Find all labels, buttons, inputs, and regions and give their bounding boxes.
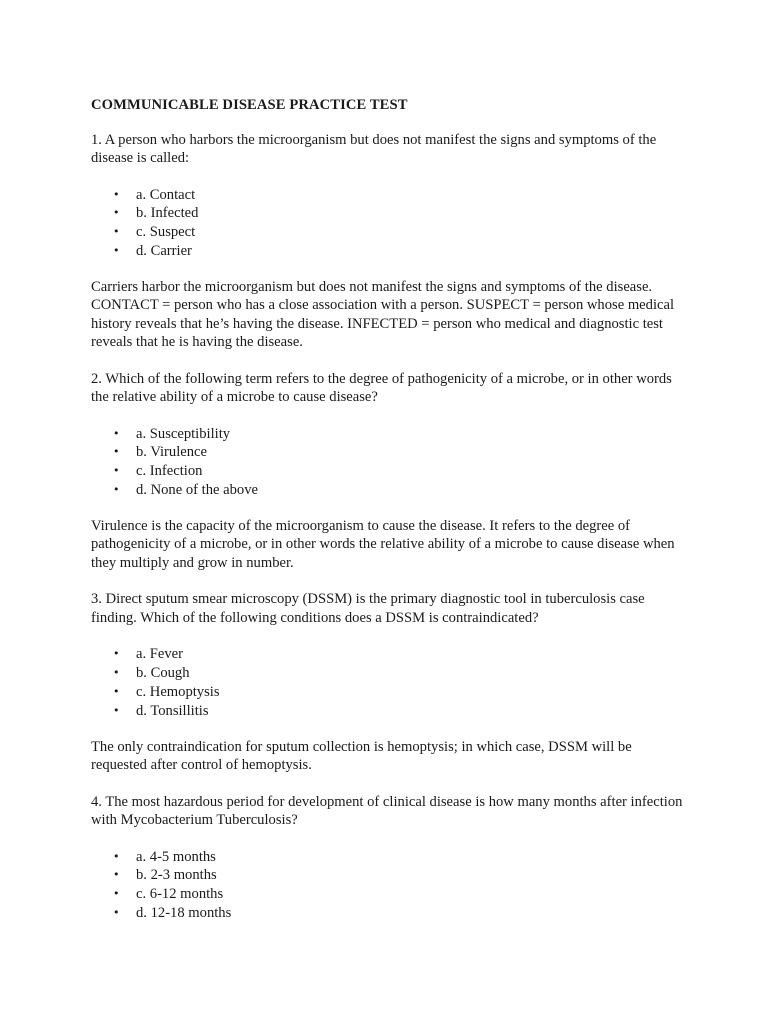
bullet-icon: •: [113, 849, 120, 863]
choice-label: a. Susceptibility: [136, 425, 231, 442]
bullet-icon: •: [113, 868, 120, 882]
bullet-icon: •: [113, 464, 120, 478]
choice-item: [91, 683, 691, 702]
question-prompt: 4. The most hazardous period for development of clinical disease is how many months after infection with Mycobacterium Tuberculosis?: [91, 793, 683, 829]
choice-label: d. Carrier: [136, 242, 192, 259]
choice-label: a. Contact: [136, 186, 196, 203]
choice-item: [91, 242, 691, 261]
bullet-icon: •: [113, 684, 120, 698]
choice-item: [91, 885, 691, 904]
bullet-icon: •: [113, 905, 120, 919]
choice-label: a. 4-5 months: [136, 848, 216, 865]
choice-label: d. None of the above: [136, 482, 258, 499]
question-2: [91, 370, 691, 573]
bullet-icon: •: [113, 483, 120, 497]
choice-label: c. Hemoptysis: [136, 683, 220, 700]
choice-label: b. Infected: [136, 205, 199, 222]
bullet-icon: •: [113, 887, 120, 901]
choice-list: [91, 848, 691, 923]
choice-item: [91, 462, 691, 481]
choice-label: b. Virulence: [136, 444, 207, 461]
bullet-icon: •: [113, 243, 120, 257]
choice-item: [91, 848, 691, 867]
bullet-icon: •: [113, 703, 120, 717]
bullet-icon: •: [113, 187, 120, 201]
choice-label: d. Tonsillitis: [136, 702, 209, 719]
document-title: COMMUNICABLE DISEASE PRACTICE TEST: [91, 97, 408, 113]
choice-label: a. Fever: [136, 646, 184, 663]
bullet-icon: •: [113, 666, 120, 680]
choice-label: b. 2-3 months: [136, 867, 217, 884]
answer-explanation: The only contraindication for sputum collection is hemoptysis; in which case, DSSM will be requested after control of hemoptysis.: [91, 738, 632, 774]
bullet-icon: •: [113, 445, 120, 459]
question-prompt: 3. Direct sputum smear microscopy (DSSM) is the primary diagnostic tool in tuberculosis case finding. Which of the following conditions does a DSSM is contraindicated?: [91, 591, 645, 626]
question-prompt: 2. Which of the following term refers to the degree of pathogenicity of a microbe, or in other words the relative ability of a microbe to cause disease?: [91, 370, 672, 406]
answer-explanation: Virulence is the capacity of the microorganism to cause the disease. It refers to the degree of pathogenicity of a microbe, or in other words the relative ability of a microbe to cause disease when they multiply and grow in number.: [91, 517, 675, 571]
choice-list: [91, 186, 691, 261]
choice-item: [91, 664, 691, 683]
bullet-icon: •: [113, 647, 120, 661]
choice-item: [91, 645, 691, 664]
question-3: [91, 590, 691, 774]
choice-item: [91, 425, 691, 444]
question-4: [91, 793, 691, 923]
answer-explanation: Carriers harbor the microorganism but does not manifest the signs and symptoms of the disease. CONTACT = person who has a close association with a person. SUSPECT = person whose medical history reveals that he’s having the disease. INFECTED = person who medical and diagnostic test reveals that he is having the disease.: [91, 278, 675, 351]
choice-item: [91, 481, 691, 500]
choice-item: [91, 904, 691, 923]
choice-label: c. Suspect: [136, 224, 196, 241]
question-prompt: 1. A person who harbors the microorganism but does not manifest the signs and symptoms of the disease is called:: [91, 131, 657, 166]
bullet-icon: •: [113, 225, 120, 239]
choice-item: [91, 223, 691, 242]
choice-item: [91, 443, 691, 462]
choice-list: [91, 645, 691, 720]
choice-label: d. 12-18 months: [136, 904, 232, 921]
bullet-icon: •: [113, 206, 120, 220]
choice-item: [91, 866, 691, 885]
choice-item: [91, 702, 691, 721]
choice-item: [91, 204, 691, 223]
choice-list: [91, 425, 691, 500]
choice-label: b. Cough: [136, 665, 190, 682]
choice-label: c. Infection: [136, 463, 203, 480]
question-1: [91, 131, 691, 352]
choice-item: [91, 186, 691, 205]
document-page: [91, 96, 691, 940]
choice-label: c. 6-12 months: [136, 886, 224, 903]
bullet-icon: •: [113, 426, 120, 440]
